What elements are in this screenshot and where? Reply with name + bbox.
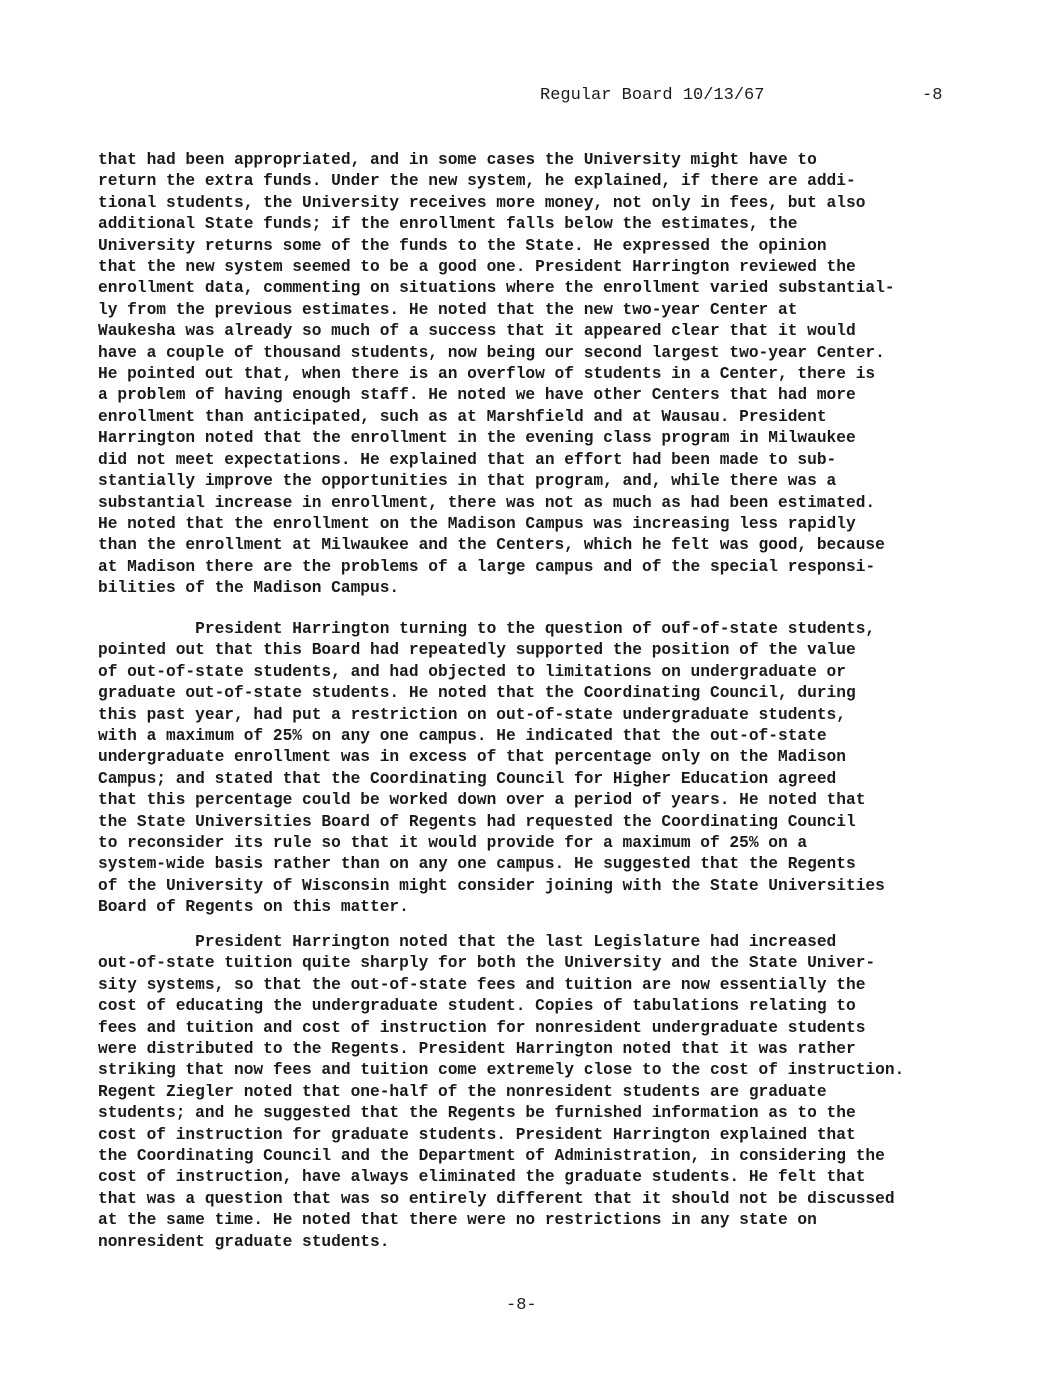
text-line: at Madison there are the problems of a large campus and of the special responsi- <box>98 557 876 576</box>
text-line: substantial increase in enrollment, there was not as much as had been estimated. <box>98 493 876 512</box>
text-line: out-of-state tuition quite sharply for both the University and the State Univer- <box>98 954 876 973</box>
text-line: with a maximum of 25% on any one campus. He indicated that the out-of-state <box>98 727 827 746</box>
text-line: a problem of having enough staff. He noted we have other Centers that had more <box>98 386 856 405</box>
text-line: did not meet expectations. He explained that an effort had been made to sub- <box>98 450 837 469</box>
text-line: President Harrington noted that the last Legislature had increased <box>98 933 837 951</box>
text-line: return the extra funds. Under the new system, he explained, if there are addi- <box>98 172 856 191</box>
text-line: fees and tuition and cost of instruction for nonresident undergraduate students <box>98 1018 866 1037</box>
text-line: undergraduate enrollment was in excess of that percentage only on the Madison <box>98 748 846 767</box>
text-line: bilities of the Madison Campus. <box>98 579 400 598</box>
text-line: that was a question that was so entirely different that it should not be discussed <box>98 1189 895 1208</box>
text-line: cost of educating the undergraduate student. Copies of tabulations relating to <box>98 997 856 1016</box>
text-line: that the new system seemed to be a good one. President Harrington reviewed the <box>98 258 856 277</box>
text-line: stantially improve the opportunities in that program, and, while there was a <box>98 472 837 491</box>
text-line: University returns some of the funds to the State. He expressed the opinion <box>98 236 827 255</box>
text-line: pointed out that this Board had repeatedly supported the position of the value <box>98 641 856 660</box>
text-line: Waukesha was already so much of a success that it appeared clear that it would <box>98 322 856 341</box>
text-line: tional students, the University receives more money, not only in fees, but also <box>98 193 866 212</box>
text-line: system-wide basis rather than on any one campus. He suggested that the Regents <box>98 855 856 874</box>
document-header-title: Regular Board 10/13/67 <box>540 86 765 105</box>
paragraph-3 <box>98 932 978 1253</box>
text-line: the State Universities Board of Regents had requested the Coordinating Council <box>98 812 856 831</box>
text-line: sity systems, so that the out-of-state fees and tuition are now essentially the <box>98 975 866 994</box>
text-line: additional State funds; if the enrollment falls below the estimates, the <box>98 215 798 234</box>
text-line: the Coordinating Council and the Department of Administration, in considering the <box>98 1147 885 1166</box>
text-line: Harrington noted that the enrollment in the evening class program in Milwaukee <box>98 429 856 448</box>
text-line: cost of instruction for graduate students. President Harrington explained that <box>98 1125 856 1144</box>
text-line: that had been appropriated, and in some cases the University might have to <box>98 151 817 169</box>
text-line: President Harrington turning to the question of ouf-of-state students, <box>98 620 876 638</box>
text-line: of out-of-state students, and had objected to limitations on undergraduate or <box>98 662 846 681</box>
text-line: of the University of Wisconsin might consider joining with the State Universities <box>98 876 885 895</box>
text-line: were distributed to the Regents. President Harrington noted that it was rather <box>98 1040 856 1059</box>
text-line: He noted that the enrollment on the Madison Campus was increasing less rapidly <box>98 514 856 533</box>
text-line: to reconsider its rule so that it would provide for a maximum of 25% on a <box>98 834 808 853</box>
footer-page-number: -8- <box>506 1296 537 1315</box>
text-line: at the same time. He noted that there were no restrictions in any state on <box>98 1211 817 1230</box>
text-line: striking that now fees and tuition come extremely close to the cost of instruction. <box>98 1061 905 1080</box>
header-page-marker: -8 <box>922 86 943 105</box>
text-line: graduate out-of-state students. He noted that the Coordinating Council, during <box>98 684 856 703</box>
text-line: students; and he suggested that the Regents be furnished information as to the <box>98 1104 856 1123</box>
text-line: enrollment data, commenting on situations where the enrollment varied substantial- <box>98 279 895 298</box>
text-line: cost of instruction, have always eliminated the graduate students. He felt that <box>98 1168 866 1187</box>
text-line: than the enrollment at Milwaukee and the Centers, which he felt was good, because <box>98 536 885 555</box>
text-line: that this percentage could be worked down over a period of years. He noted that <box>98 791 866 810</box>
paragraph-1 <box>98 150 978 600</box>
text-line: enrollment than anticipated, such as at Marshfield and at Wausau. President <box>98 407 827 426</box>
text-line: He pointed out that, when there is an overflow of students in a Center, there is <box>98 365 876 384</box>
text-line: have a couple of thousand students, now being our second largest two-year Center. <box>98 343 885 362</box>
text-line: Campus; and stated that the Coordinating Council for Higher Education agreed <box>98 769 837 788</box>
text-line: Regent Ziegler noted that one-half of the nonresident students are graduate <box>98 1082 827 1101</box>
text-line: Board of Regents on this matter. <box>98 898 409 917</box>
paragraph-2 <box>98 619 978 919</box>
text-line: this past year, had put a restriction on out-of-state undergraduate students, <box>98 705 846 724</box>
text-line: nonresident graduate students. <box>98 1232 390 1251</box>
text-line: ly from the previous estimates. He noted that the new two-year Center at <box>98 300 798 319</box>
